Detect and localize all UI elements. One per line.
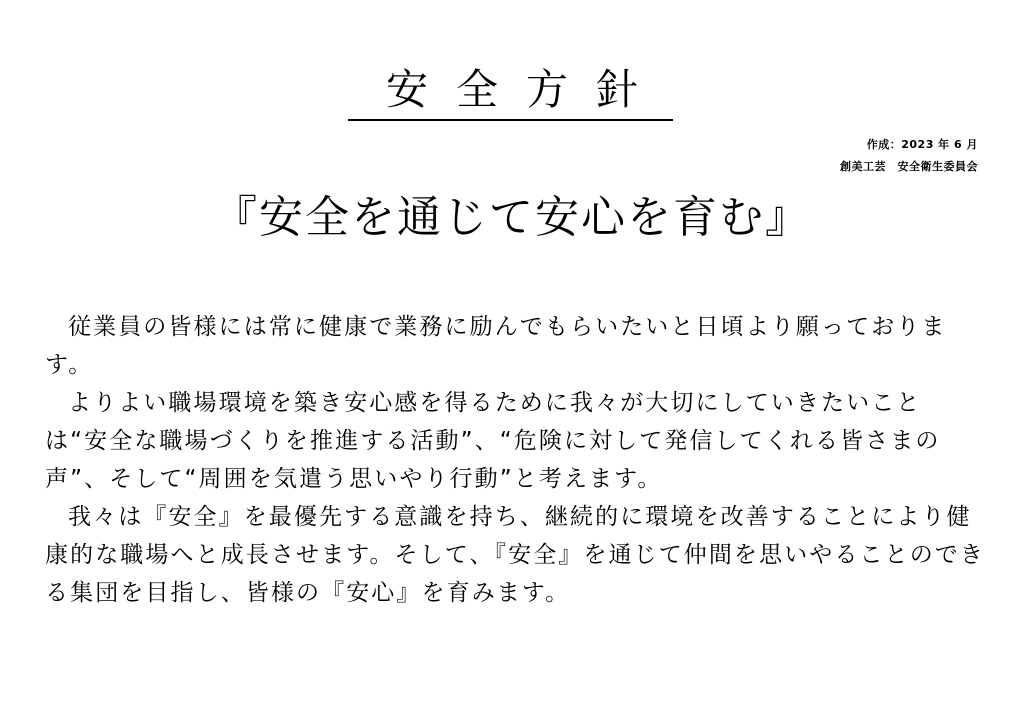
created-date: 作成：2023 年 6 月: [866, 138, 978, 151]
document-title-text: 安全方針: [385, 65, 666, 114]
body-text: [45, 308, 985, 612]
paragraph: 我々は『安全』を最優先する意識を持ち、継続的に環境を改善することにより健康的な職場へと成長させます。そして、『安全』を通じて仲間を思いやることのできる集団を目指し、皆様の『安心』を育みます。: [45, 504, 985, 606]
paragraph: よりよい職場環境を築き安心感を得るために我々が大切にしていきたいことは“安全な職場づくりを推進する活動”、“危険に対して発信してくれる皆さまの声”、そして“周囲を気遣う思いやり行動”と考えます。: [45, 390, 941, 492]
document-meta: [840, 134, 978, 178]
issuer: 創美工芸 安全衛生委員会: [840, 160, 978, 173]
document-title: [0, 60, 1024, 122]
paragraph: 従業員の皆様には常に健康で業務に励んでもらいたいと日頃より願っております。: [45, 314, 947, 378]
slogan: 『安全を通じて安心を育む』: [213, 192, 811, 243]
title-underline: [348, 119, 673, 121]
